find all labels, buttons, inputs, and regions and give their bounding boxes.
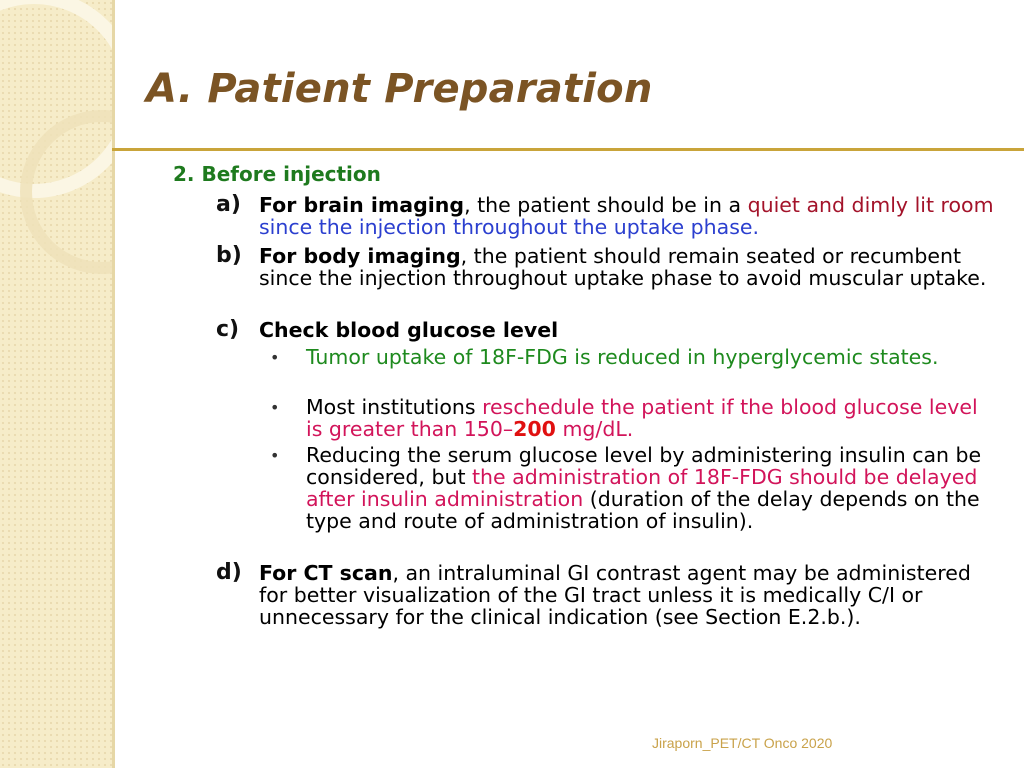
bullet-glyph: •	[270, 348, 280, 367]
item-a-body: , the patient should be in a	[464, 193, 748, 217]
item-d-body: , an intraluminal GI contrast agent may be administered for better visualization of the GI tract unless it is medically C/I or unnecessary for the clinical indication (see Section E.2.b.).	[259, 561, 971, 629]
bullet-2-text	[306, 396, 996, 440]
item-a-highlight-1: quiet and dimly lit room	[747, 193, 994, 217]
item-d-label: d)	[216, 560, 242, 585]
item-b-body: , the patient should remain seated or recumbent since the injection throughout uptake phase to avoid muscular uptake.	[259, 244, 987, 290]
bullet-3-body: Reducing the serum glucose level by administering insulin can be considered, but	[306, 443, 982, 489]
item-c-lead: Check blood glucose level	[259, 318, 559, 342]
item-b-text	[259, 245, 999, 289]
item-a-lead: For brain imaging	[259, 193, 465, 217]
bullet-1-text: Tumor uptake of 18F-FDG is reduced in hyperglycemic states.	[306, 345, 939, 369]
bullet-3-text	[306, 444, 996, 532]
item-c-label: c)	[216, 317, 240, 342]
bullet-2-unit: mg/dL.	[555, 417, 634, 441]
slide-title: A. Patient Preparation	[146, 66, 653, 112]
bullet-2-body: Most institutions	[306, 395, 483, 419]
bullet-glyph: •	[270, 446, 280, 465]
item-b-lead: For body imaging	[259, 244, 461, 268]
item-a-text	[259, 194, 999, 238]
section-subheading: 2. Before injection	[173, 162, 381, 186]
bullet-2-highlight: reschedule the patient if the blood glucose level is greater than 150–	[306, 395, 978, 441]
bullet-glyph: •	[270, 398, 280, 417]
bullet-2-highlight-number: 200	[513, 417, 556, 441]
bullet-3-body-end: (duration of the delay depends on the type and route of administration of insulin).	[306, 487, 980, 533]
item-a-label: a)	[216, 192, 241, 217]
item-d-lead: For CT scan	[259, 561, 393, 585]
item-d-text	[259, 562, 999, 628]
slide-footer: Jiraporn_PET/CT Onco 2020	[652, 735, 833, 751]
item-c-text	[259, 319, 999, 341]
item-a-highlight-2: since the injection throughout the uptake phase.	[259, 215, 760, 239]
item-b-label: b)	[216, 243, 242, 268]
bullet-3-highlight: the administration of 18F-FDG should be delayed after insulin administration	[306, 465, 978, 511]
